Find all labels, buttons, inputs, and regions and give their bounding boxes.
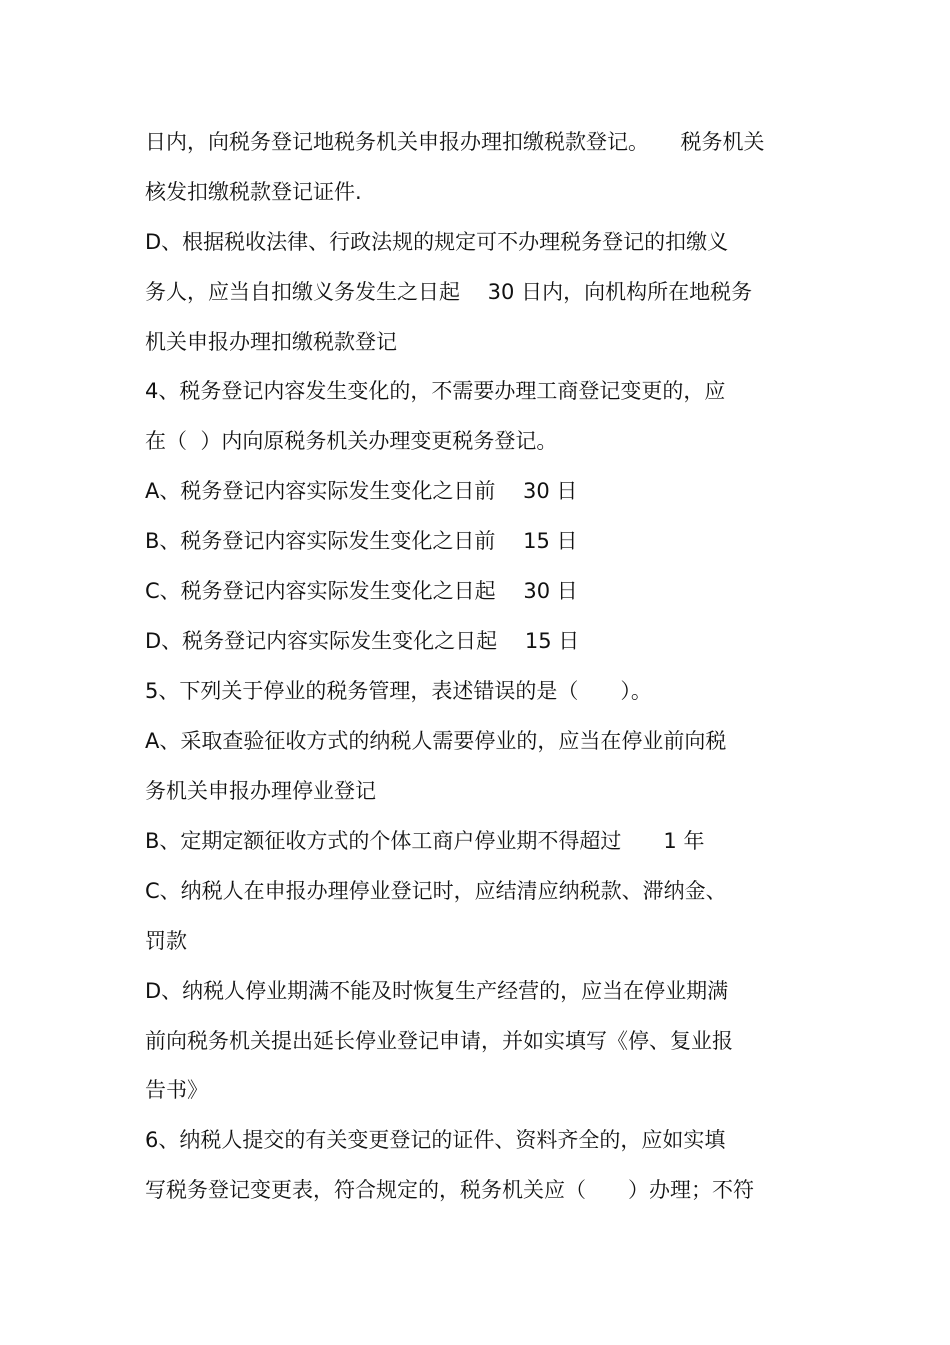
text-line: 务机关申报办理停业登记 [145,779,376,803]
text-line: 日内，向税务登记地税务机关申报办理扣缴税款登记。 税务机关 [145,130,765,154]
question-4-option-b: B、税务登记内容实际发生变化之日前 15 日 [145,529,578,553]
question-6-stem: 6、纳税人提交的有关变更登记的证件、资料齐全的，应如实填 [145,1128,726,1152]
question-5-option-b: B、定期定额征收方式的个体工商户停业期不得超过 1 年 [145,829,705,853]
text-line: 机关申报办理扣缴税款登记 [145,330,397,354]
question-5-option-c: C、纳税人在申报办理停业登记时，应结清应纳税款、滞纳金、 [145,879,727,903]
question-5-option-d: D、纳税人停业期满不能及时恢复生产经营的，应当在停业期满 [145,979,729,1003]
text-line: 告书》 [145,1078,208,1102]
question-4-option-a: A、税务登记内容实际发生变化之日前 30 日 [145,479,578,503]
text-line: D、根据税收法律、行政法规的规定可不办理税务登记的扣缴义 [145,230,729,254]
question-6-stem: 写税务登记变更表，符合规定的，税务机关应（ ）办理；不符 [145,1178,754,1202]
question-4-stem: 4、税务登记内容发生变化的，不需要办理工商登记变更的，应 [145,379,726,403]
question-5-option-a: A、采取查验征收方式的纳税人需要停业的，应当在停业前向税 [145,729,727,753]
question-4-option-d: D、税务登记内容实际发生变化之日起 15 日 [145,629,580,653]
text-line: 前向税务机关提出延长停业登记申请，并如实填写《停、复业报 [145,1029,733,1053]
text-line: 务人，应当自扣缴义务发生之日起 30 日内，向机构所在地税务 [145,280,753,304]
question-4-option-c: C、税务登记内容实际发生变化之日起 30 日 [145,579,578,603]
question-5-stem: 5、下列关于停业的税务管理，表述错误的是（ ）。 [145,679,652,703]
question-4-stem: 在（ ）内向原税务机关办理变更税务登记。 [145,429,558,453]
text-line: 核发扣缴税款登记证件. [145,180,362,204]
text-line: 罚款 [145,929,187,953]
